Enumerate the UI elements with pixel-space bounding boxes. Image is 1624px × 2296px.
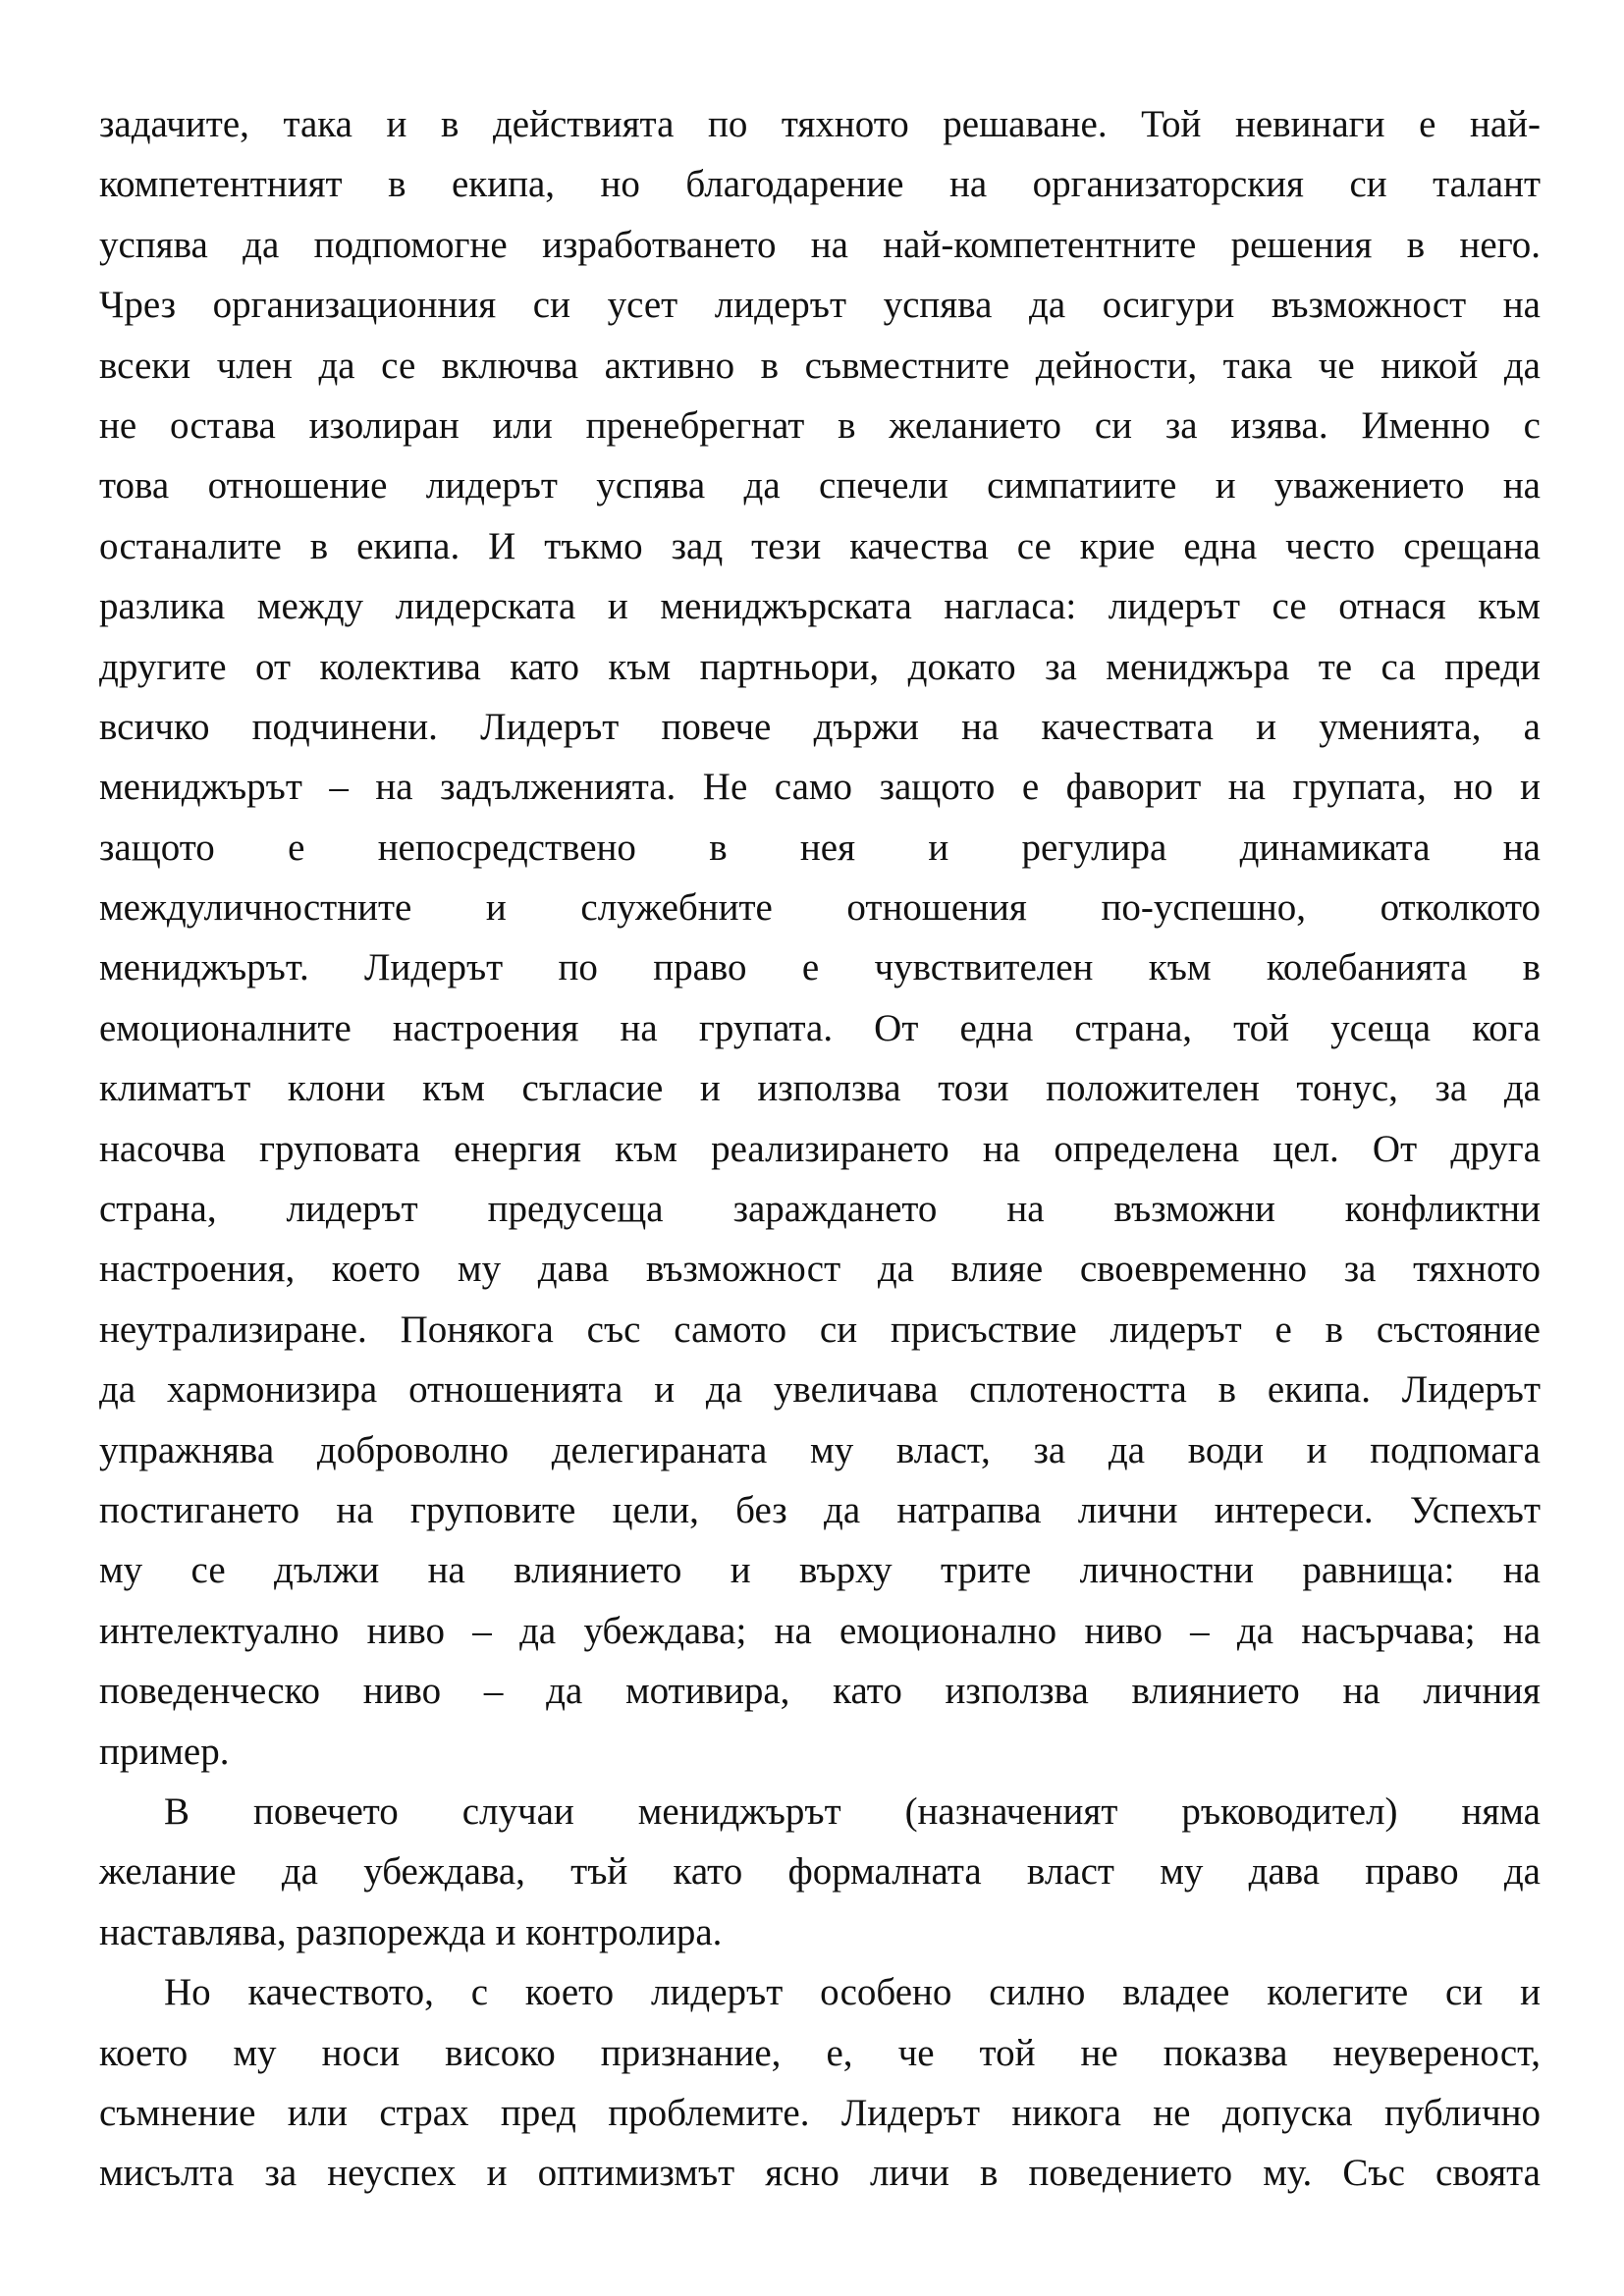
text-line: упражнява доброволно делегираната му власт, за да води и подпомага	[99, 1428, 1541, 1471]
text-line: му се дължи на влиянието и върху трите личностни равнища: на	[99, 1549, 1541, 1592]
text-line: постигането на груповите цели, без да натрапва лични интереси. Успехът	[99, 1488, 1541, 1531]
text-line: емоционалните настроения на групата. От една страна, той усеща кога	[99, 1006, 1541, 1049]
paragraph-2	[99, 1782, 1541, 1962]
text-line: компетентният в екипа, но благодарение на организаторския си талант	[99, 163, 1541, 206]
text-line: настроения, което му дава възможност да влияе своевременно за тяхното	[99, 1248, 1541, 1291]
text-line: да хармонизира отношенията и да увеличава сплотеността в екипа. Лидерът	[99, 1368, 1541, 1412]
text-line: мениджърът. Лидерът по право е чувствителен към колебанията в	[99, 946, 1541, 989]
text-line: Но качеството, с което лидерът особено силно владее колегите си и	[164, 1971, 1541, 2014]
text-line: другите от колектива като към партньори, докато за мениджъра те са преди	[99, 645, 1541, 688]
text-line: страна, лидерът предусеща зараждането на възможни конфликтни	[99, 1188, 1541, 1231]
text-line: разлика между лидерската и мениджърската нагласа: лидерът се отнася към	[99, 585, 1541, 628]
text-line: това отношение лидерът успява да спечели симпатиите и уважението на	[99, 464, 1541, 507]
text-line: Чрез организационния си усет лидерът успява да осигури възможност на	[99, 284, 1541, 327]
text-line: пример.	[99, 1730, 230, 1773]
text-line: не остава изолиран или пренебрегнат в желанието си за изява. Именно с	[99, 403, 1541, 447]
text-line: междуличностните и служебните отношения по-успешно, отколкото	[99, 886, 1541, 930]
text-line: В повечето случаи мениджърът (назначеният ръководител) няма	[164, 1789, 1541, 1833]
text-line: съмнение или страх пред проблемите. Лидерът никога не допуска публично	[99, 2091, 1541, 2134]
text-line: поведенческо ниво – да мотивира, като използва влиянието на личния	[99, 1670, 1541, 1713]
text-line: мисълта за неуспех и оптимизмът ясно личи в поведението му. Със своята	[99, 2152, 1541, 2195]
text-line: защото е непосредствено в нея и регулира динамиката на	[99, 826, 1541, 869]
text-line: успява да подпомогне изработването на най-компетентните решения в него.	[99, 223, 1541, 266]
text-line: задачите, така и в действията по тяхното решаване. Той невинаги е най-	[99, 103, 1541, 145]
paragraph-3	[99, 1962, 1541, 2204]
text-line: всеки член да се включва активно в съвместните дейности, така че никой да	[99, 344, 1541, 387]
text-line: климатът клони към съгласие и използва този положителен тонус, за да	[99, 1067, 1541, 1110]
text-line: интелектуално ниво – да убеждава; на емоционално ниво – да насърчава; на	[99, 1609, 1541, 1652]
paragraph-1	[99, 94, 1541, 1782]
text-line: желание да убеждава, тъй като формалната власт му дава право да	[99, 1850, 1541, 1894]
text-line: наставлява, разпорежда и контролира.	[99, 1910, 723, 1953]
text-line: останалите в екипа. И тъкмо зад тези качества се крие една често срещана	[99, 524, 1541, 567]
text-line: всичко подчинени. Лидерът повече държи на качествата и уменията, а	[99, 705, 1541, 748]
text-line: което му носи високо признание, е, че той не показва неувереност,	[99, 2031, 1541, 2074]
text-line: неутрализиране. Понякога със самото си присъствие лидерът е в състояние	[99, 1308, 1541, 1351]
body-text	[99, 94, 1541, 2204]
text-line: насочва груповата енергия към реализирането на определена цел. От друга	[99, 1127, 1541, 1170]
text-line: мениджърът – на задълженията. Не само защото е фаворит на групата, но и	[99, 766, 1541, 809]
